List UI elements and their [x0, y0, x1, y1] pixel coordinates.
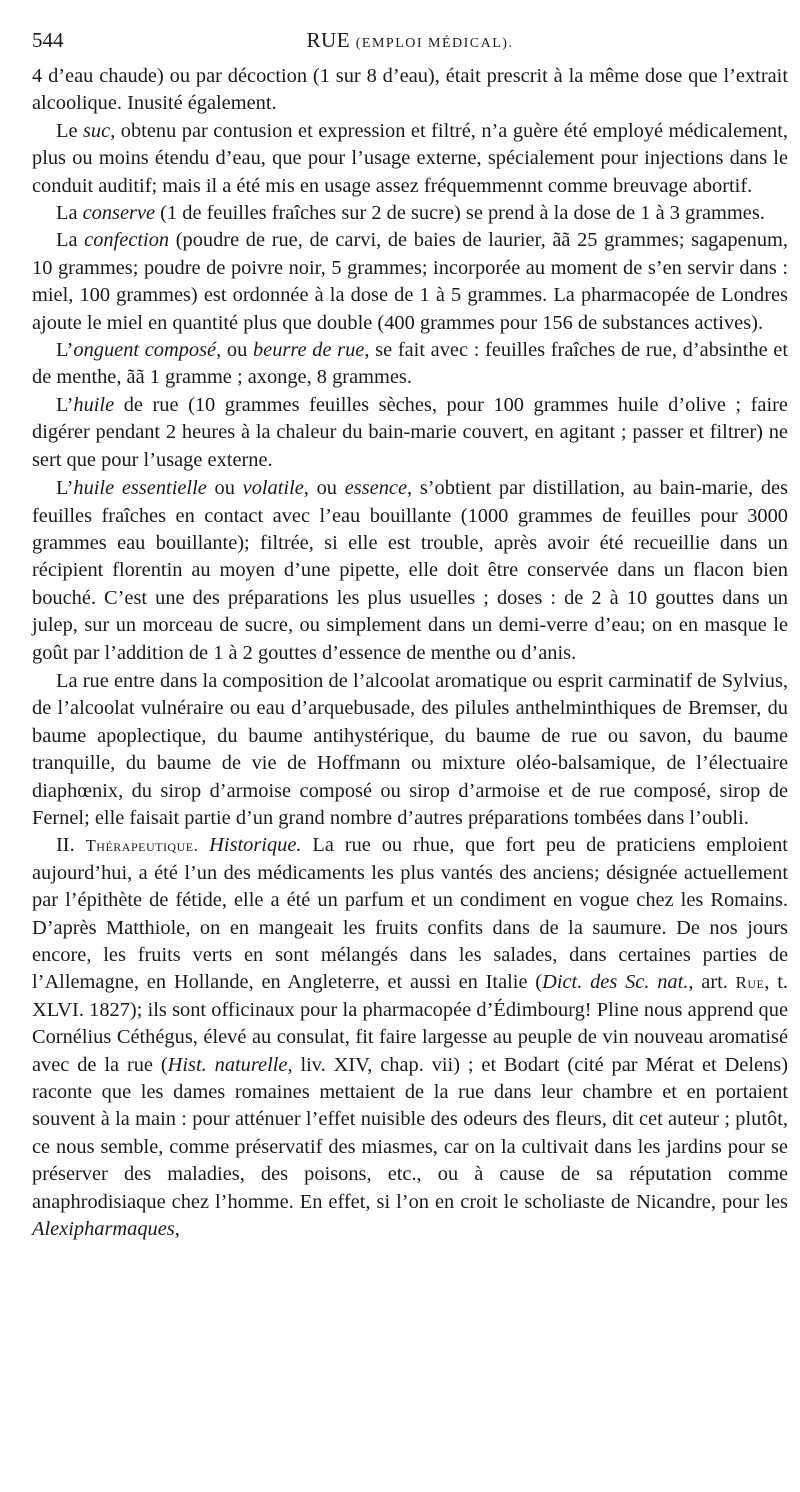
- page-header: [32, 28, 788, 60]
- text-run: , ou: [216, 339, 253, 362]
- text-run: , liv. XIV, chap. vii) ; et Bodart (cité par Mérat et Delens) raconte que les dames romaines mettaient de la rue dans leur chambre et en portaient souvent à la main : pour atténuer l’effet nuisible des odeurs des fleurs, dit cet auteur ; plutôt, ce nous semble, comme préservatif des miasmes, car on la cultivait dans les jardins pour se préserver des maladies, des poisons, etc., ou à cause de sa réputation comme anaphrodisiaque chez l’homme. En effet, si l’on en croit le scholiaste de Nicandre, pour les: [32, 1053, 788, 1213]
- term-essence: essence: [344, 477, 408, 500]
- text-run: , s’obtient par distillation, au bain-marie, des feuilles fraîches en contact avec l’eau bouillante (1000 grammes de feuilles pour 3000 grammes eau bouillante); filtrée, si elle est trouble, après avoir été recueillie dans un récipient florentin au moyen d’une pipette, elle doit être conservée dans un flacon bien bouché. C’est une des préparations les plus usuelles ; doses : de 2 à 10 gouttes dans un julep, sur un morceau de sucre, ou simplement dans un demi-verre d’eau; on en masque le goût par l’addition de 1 à 2 gouttes d’essence de menthe ou d’anis.: [32, 477, 788, 664]
- text-run: L’: [56, 339, 74, 362]
- term-volatile: volatile: [242, 477, 304, 500]
- page-number: 544: [32, 28, 64, 52]
- term-confection: confection: [84, 229, 170, 252]
- term-huile-essentielle: huile essentielle: [73, 477, 207, 500]
- text-run: ,: [174, 1218, 180, 1241]
- citation-article-rue: Rue: [735, 973, 765, 993]
- text-run: La: [56, 202, 83, 225]
- text-run: La rue ou rhue, que fort peu de praticiens emploient aujourd’hui, a été l’un des médicaments les plus vantés des anciens; désignée actuellement par l’épithète de fétide, elle a été un parfum et un condiment en vogue chez les Romains. D’après Matthiole, on en mangeait les fruits confits dans de la saumure. De nos jours encore, les fruits verts en sont mélangés dans les salades, dans certaines parties de l’Allemagne, en Hollande, en Angleterre, et aussi en Italie (: [32, 834, 788, 994]
- section-heading-therapeutique: Thérapeutique.: [85, 836, 199, 856]
- text-run: , obtenu par contusion et expression et filtré, n’a guère été employé médicalement, plus ou moins étendu d’eau, que pour l’usage externe, spécialement pour injections dans le conduit auditif; mais il a été mis en usage assez fréquemmennt comme breuvage abortif.: [32, 119, 788, 197]
- term-suc: suc: [83, 119, 111, 142]
- term-conserve: conserve: [82, 202, 156, 225]
- text-run: (poudre de rue, de carvi, de baies de laurier, ãã 25 grammes; sagapenum, 10 grammes; poudre de poivre noir, 5 grammes; incorporée au moment de s’en servir dans : miel, 100 grammes) est ordonnée à la dose de 1 à 5 grammes. La pharmacopée de Londres ajoute le miel en quantité plus que double (400 grammes pour 156 de substances actives).: [32, 229, 788, 334]
- term-beurre-de-rue: beurre de rue: [252, 339, 365, 362]
- running-title: [32, 28, 788, 53]
- text-run: II.: [56, 834, 86, 857]
- term-alexipharmaques: Alexipharmaques: [32, 1218, 175, 1241]
- paragraph-conserve: [32, 200, 788, 227]
- text-run: La: [56, 229, 85, 252]
- paragraph-huile: [32, 392, 788, 474]
- paragraph-therapeutique: [32, 832, 788, 1243]
- text-run: ou: [206, 477, 243, 500]
- text-run: , se fait avec : feuilles fraîches de rue, d’absinthe et de menthe, ãã 1 gramme ; axonge, 8 grammes.: [32, 339, 789, 389]
- text-run: , art.: [688, 971, 736, 994]
- paragraph-onguent: [32, 337, 788, 392]
- citation-dict-sc-nat: Dict. des Sc. nat.: [542, 971, 689, 994]
- text-run: L’: [56, 477, 74, 500]
- body-text: [32, 63, 788, 1243]
- text-run: La rue entre dans la composition de l’alcoolat aromatique ou esprit carminatif de Sylvius, de l’alcoolat vulnéraire ou eau d’arquebusade, des pilules anthelminthiques de Bremser, du baume apoplectique, du baume antihystérique, du baume de rue ou savon, du baume tranquille, du baume de vie de Hoffmann ou mixture oléo-balsamique, de l’électuaire diaphœnix, du sirop d’armoise composé ou sirop d’armoise et de rue composé, sirop de Fernel; elle faisait partie d’un grand nombre d’autres préparations tombées dans l’oubli.: [32, 669, 788, 829]
- paragraph-confection: [32, 227, 788, 337]
- term-onguent-compose: onguent composé: [73, 339, 217, 362]
- text-run: Le: [56, 119, 83, 142]
- citation-hist-naturelle: Hist. naturelle: [167, 1053, 288, 1076]
- text-run: [198, 834, 209, 856]
- text-run: L’: [56, 393, 74, 416]
- text-run: , t. XLVI. 1827); ils sont officinaux pour la pharmacopée d’Édimbourg! Pline nous apprend que Cornélius Céthégus, élevé au consulat, fit faire largesse au peuple de vin nouveau aromatisé avec de la rue (: [32, 971, 788, 1076]
- text-run: , ou: [303, 477, 345, 500]
- text-run: de rue (10 grammes feuilles sèches, pour 100 grammes huile d’olive ; faire digérer pendant 2 heures à la chaleur du bain-marie couvert, en agitant ; passer et filtrer) ne sert que pour l’usage externe.: [32, 393, 788, 471]
- subheading-historique: Historique.: [209, 834, 302, 857]
- paragraph-continuation: [32, 63, 788, 118]
- paragraph-composition: [32, 668, 788, 832]
- text-run: 4 d’eau chaude) ou par décoction (1 sur 8 d’eau), était prescrit à la même dose que l’extrait alcoolique. Inusité également.: [32, 65, 788, 115]
- running-title-sub: (EMPLOI MÉDICAL).: [355, 36, 514, 51]
- text-run: (1 de feuilles fraîches sur 2 de sucre) se prend à la dose de 1 à 3 grammes.: [155, 202, 765, 225]
- running-title-main: RUE: [306, 28, 351, 52]
- paragraph-huile-essentielle: [32, 475, 788, 667]
- paragraph-suc: [32, 118, 788, 200]
- term-huile: huile: [73, 393, 115, 416]
